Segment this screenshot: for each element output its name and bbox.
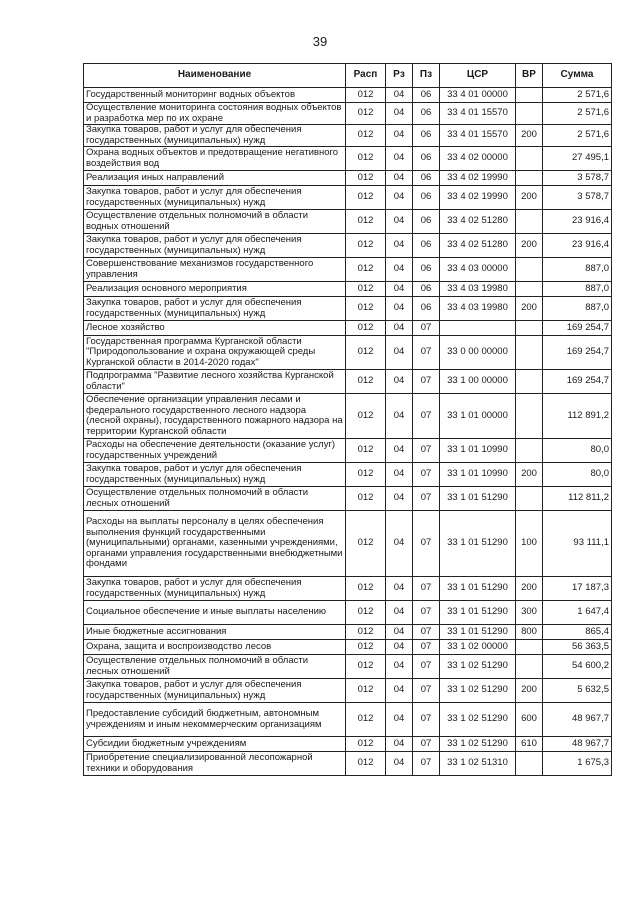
- cell-rz: 04: [386, 703, 413, 737]
- cell-rz: 04: [386, 297, 413, 321]
- cell-name: Закупка товаров, работ и услуг для обеспечения государственных (муниципальных) нужд: [84, 679, 346, 703]
- cell-sum: 112 891,2: [543, 394, 612, 439]
- cell-name: Совершенствование механизмов государственного управления: [84, 258, 346, 282]
- cell-vr: 300: [516, 601, 543, 625]
- cell-sum: 5 632,5: [543, 679, 612, 703]
- cell-vr: [516, 655, 543, 679]
- cell-sum: 80,0: [543, 463, 612, 487]
- cell-csr: 33 4 01 00000: [440, 88, 516, 103]
- cell-pz: 06: [413, 210, 440, 234]
- cell-csr: 33 1 01 51290: [440, 577, 516, 601]
- cell-rz: 04: [386, 640, 413, 655]
- table-row: [84, 321, 612, 336]
- cell-vr: [516, 640, 543, 655]
- table-row: [84, 703, 612, 737]
- cell-rasp: 012: [346, 703, 386, 737]
- cell-rz: 04: [386, 258, 413, 282]
- cell-pz: 07: [413, 737, 440, 752]
- table-row: [84, 88, 612, 103]
- cell-rasp: 012: [346, 234, 386, 258]
- cell-vr: [516, 282, 543, 297]
- cell-csr: 33 1 02 51310: [440, 752, 516, 776]
- cell-rasp: 012: [346, 336, 386, 370]
- cell-sum: 93 111,1: [543, 511, 612, 577]
- cell-name: Осуществление мониторинга состояния водных объектов и разработка мер по их охране: [84, 103, 346, 125]
- cell-name: Предоставление субсидий бюджетным, автономным учреждениям и иным некоммерческим организациям: [84, 703, 346, 737]
- header-rz: Рз: [386, 64, 413, 88]
- cell-rasp: 012: [346, 640, 386, 655]
- cell-sum: 887,0: [543, 297, 612, 321]
- cell-name: Расходы на выплаты персоналу в целях обеспечения выполнения функций государственными (муниципальными) органами, казенными учреждениями, органами управления государственными внебюджетными фондами: [84, 511, 346, 577]
- cell-name: Социальное обеспечение и иные выплаты населению: [84, 601, 346, 625]
- cell-rasp: 012: [346, 321, 386, 336]
- cell-csr: 33 1 01 10990: [440, 439, 516, 463]
- cell-rz: 04: [386, 463, 413, 487]
- cell-vr: 600: [516, 703, 543, 737]
- cell-rasp: 012: [346, 88, 386, 103]
- cell-rasp: 012: [346, 394, 386, 439]
- table-row: [84, 336, 612, 370]
- cell-sum: 169 254,7: [543, 336, 612, 370]
- cell-rasp: 012: [346, 439, 386, 463]
- cell-rz: 04: [386, 625, 413, 640]
- cell-vr: [516, 321, 543, 336]
- table-row: [84, 511, 612, 577]
- cell-vr: [516, 487, 543, 511]
- cell-sum: 54 600,2: [543, 655, 612, 679]
- cell-pz: 06: [413, 88, 440, 103]
- header-sum: Сумма: [543, 64, 612, 88]
- cell-pz: 07: [413, 511, 440, 577]
- cell-vr: [516, 336, 543, 370]
- table-body: [84, 88, 612, 776]
- cell-sum: 56 363,5: [543, 640, 612, 655]
- cell-rasp: 012: [346, 282, 386, 297]
- cell-rz: 04: [386, 210, 413, 234]
- cell-rasp: 012: [346, 171, 386, 186]
- cell-vr: 800: [516, 625, 543, 640]
- cell-csr: 33 1 02 51290: [440, 679, 516, 703]
- cell-pz: 07: [413, 487, 440, 511]
- cell-name: Обеспечение организации управления лесами и федерального государственного лесного надзора (лесной охраны), государственного пожарного надзора на территории Курганской области: [84, 394, 346, 439]
- cell-pz: 06: [413, 171, 440, 186]
- cell-vr: [516, 103, 543, 125]
- cell-rasp: 012: [346, 147, 386, 171]
- cell-name: Подпрограмма "Развитие лесного хозяйства Курганской области": [84, 370, 346, 394]
- cell-name: Расходы на обеспечение деятельности (оказание услуг) государственных учреждений: [84, 439, 346, 463]
- cell-vr: [516, 147, 543, 171]
- cell-csr: 33 1 02 51290: [440, 737, 516, 752]
- cell-sum: 23 916,4: [543, 210, 612, 234]
- cell-rasp: 012: [346, 679, 386, 703]
- cell-sum: 865,4: [543, 625, 612, 640]
- table-row: [84, 463, 612, 487]
- cell-sum: 169 254,7: [543, 370, 612, 394]
- cell-sum: 887,0: [543, 282, 612, 297]
- cell-csr: 33 1 02 51290: [440, 655, 516, 679]
- cell-rz: 04: [386, 125, 413, 147]
- cell-rasp: 012: [346, 370, 386, 394]
- cell-csr: 33 1 00 00000: [440, 370, 516, 394]
- cell-pz: 07: [413, 336, 440, 370]
- cell-sum: 23 916,4: [543, 234, 612, 258]
- cell-csr: 33 4 03 19980: [440, 297, 516, 321]
- cell-vr: 200: [516, 125, 543, 147]
- table-row: [84, 234, 612, 258]
- cell-name: Закупка товаров, работ и услуг для обеспечения государственных (муниципальных) нужд: [84, 297, 346, 321]
- cell-name: Государственный мониторинг водных объектов: [84, 88, 346, 103]
- cell-pz: 07: [413, 640, 440, 655]
- cell-rz: 04: [386, 577, 413, 601]
- table-row: [84, 601, 612, 625]
- cell-rz: 04: [386, 487, 413, 511]
- cell-pz: 06: [413, 234, 440, 258]
- cell-sum: 1 675,3: [543, 752, 612, 776]
- cell-pz: 06: [413, 282, 440, 297]
- table-row: [84, 125, 612, 147]
- cell-name: Закупка товаров, работ и услуг для обеспечения государственных (муниципальных) нужд: [84, 125, 346, 147]
- cell-rz: 04: [386, 88, 413, 103]
- cell-vr: 200: [516, 297, 543, 321]
- cell-rasp: 012: [346, 511, 386, 577]
- cell-pz: 07: [413, 655, 440, 679]
- table-row: [84, 297, 612, 321]
- cell-rz: 04: [386, 103, 413, 125]
- cell-rz: 04: [386, 321, 413, 336]
- cell-csr: 33 4 02 00000: [440, 147, 516, 171]
- cell-csr: 33 1 01 51290: [440, 601, 516, 625]
- cell-vr: 200: [516, 577, 543, 601]
- cell-csr: 33 4 03 00000: [440, 258, 516, 282]
- cell-name: Закупка товаров, работ и услуг для обеспечения государственных (муниципальных) нужд: [84, 186, 346, 210]
- cell-name: Закупка товаров, работ и услуг для обеспечения государственных (муниципальных) нужд: [84, 577, 346, 601]
- cell-rasp: 012: [346, 125, 386, 147]
- cell-sum: 887,0: [543, 258, 612, 282]
- cell-name: Реализация основного мероприятия: [84, 282, 346, 297]
- cell-csr: 33 4 01 15570: [440, 125, 516, 147]
- table-row: [84, 171, 612, 186]
- cell-rasp: 012: [346, 258, 386, 282]
- cell-rz: 04: [386, 171, 413, 186]
- cell-name: Охрана водных объектов и предотвращение негативного воздействия вод: [84, 147, 346, 171]
- cell-rasp: 012: [346, 210, 386, 234]
- cell-rasp: 012: [346, 186, 386, 210]
- cell-vr: [516, 752, 543, 776]
- budget-table: [83, 63, 612, 776]
- table-row: [84, 752, 612, 776]
- cell-sum: 2 571,6: [543, 125, 612, 147]
- cell-csr: 33 1 01 51290: [440, 487, 516, 511]
- header-pz: Пз: [413, 64, 440, 88]
- cell-rz: 04: [386, 234, 413, 258]
- cell-pz: 06: [413, 125, 440, 147]
- table-row: [84, 282, 612, 297]
- cell-rz: 04: [386, 752, 413, 776]
- cell-rz: 04: [386, 737, 413, 752]
- cell-csr: 33 4 02 19990: [440, 171, 516, 186]
- cell-vr: [516, 394, 543, 439]
- cell-csr: 33 4 03 19980: [440, 282, 516, 297]
- cell-pz: 07: [413, 463, 440, 487]
- cell-pz: 07: [413, 321, 440, 336]
- table-row: [84, 439, 612, 463]
- cell-sum: 2 571,6: [543, 103, 612, 125]
- cell-name: Осуществление отдельных полномочий в области водных отношений: [84, 210, 346, 234]
- cell-name: Субсидии бюджетным учреждениям: [84, 737, 346, 752]
- cell-vr: [516, 258, 543, 282]
- cell-rasp: 012: [346, 752, 386, 776]
- cell-rz: 04: [386, 370, 413, 394]
- cell-pz: 07: [413, 679, 440, 703]
- cell-pz: 07: [413, 752, 440, 776]
- cell-vr: 200: [516, 186, 543, 210]
- header-csr: ЦСР: [440, 64, 516, 88]
- cell-csr: 33 4 02 51280: [440, 234, 516, 258]
- table-row: [84, 625, 612, 640]
- cell-csr: 33 1 01 51290: [440, 625, 516, 640]
- cell-pz: 07: [413, 703, 440, 737]
- cell-rasp: 012: [346, 297, 386, 321]
- cell-vr: [516, 210, 543, 234]
- cell-name: Государственная программа Курганской области "Природопользование и охрана окружающей среды Курганской области в 2014-2020 годах": [84, 336, 346, 370]
- cell-pz: 07: [413, 394, 440, 439]
- cell-name: Иные бюджетные ассигнования: [84, 625, 346, 640]
- cell-rasp: 012: [346, 487, 386, 511]
- cell-name: Осуществление отдельных полномочий в области лесных отношений: [84, 487, 346, 511]
- cell-rz: 04: [386, 601, 413, 625]
- cell-name: Закупка товаров, работ и услуг для обеспечения государственных (муниципальных) нужд: [84, 234, 346, 258]
- cell-csr: 33 1 01 00000: [440, 394, 516, 439]
- cell-rz: 04: [386, 439, 413, 463]
- table-row: [84, 370, 612, 394]
- cell-sum: 2 571,6: [543, 88, 612, 103]
- cell-rz: 04: [386, 394, 413, 439]
- table-row: [84, 487, 612, 511]
- cell-rasp: 012: [346, 601, 386, 625]
- cell-rasp: 012: [346, 103, 386, 125]
- cell-rz: 04: [386, 679, 413, 703]
- cell-rz: 04: [386, 655, 413, 679]
- cell-csr: 33 1 01 10990: [440, 463, 516, 487]
- cell-pz: 07: [413, 577, 440, 601]
- cell-vr: [516, 439, 543, 463]
- cell-sum: 169 254,7: [543, 321, 612, 336]
- cell-csr: 33 4 02 19990: [440, 186, 516, 210]
- cell-pz: 07: [413, 439, 440, 463]
- cell-pz: 06: [413, 103, 440, 125]
- cell-sum: 3 578,7: [543, 186, 612, 210]
- cell-pz: 07: [413, 601, 440, 625]
- cell-rasp: 012: [346, 577, 386, 601]
- cell-pz: 07: [413, 625, 440, 640]
- cell-rasp: 012: [346, 737, 386, 752]
- cell-sum: 48 967,7: [543, 703, 612, 737]
- table-row: [84, 737, 612, 752]
- page-number: 39: [312, 34, 328, 49]
- table-row: [84, 210, 612, 234]
- header-vr: ВР: [516, 64, 543, 88]
- cell-csr: 33 1 02 51290: [440, 703, 516, 737]
- cell-csr: 33 0 00 00000: [440, 336, 516, 370]
- cell-vr: [516, 171, 543, 186]
- table-row: [84, 103, 612, 125]
- cell-csr: 33 1 02 00000: [440, 640, 516, 655]
- cell-name: Осуществление отдельных полномочий в области лесных отношений: [84, 655, 346, 679]
- cell-vr: 610: [516, 737, 543, 752]
- cell-sum: 17 187,3: [543, 577, 612, 601]
- cell-name: Лесное хозяйство: [84, 321, 346, 336]
- cell-rasp: 012: [346, 463, 386, 487]
- cell-pz: 06: [413, 258, 440, 282]
- cell-vr: 200: [516, 234, 543, 258]
- cell-vr: 200: [516, 679, 543, 703]
- cell-rz: 04: [386, 336, 413, 370]
- header-rasp: Расп: [346, 64, 386, 88]
- cell-csr: 33 4 02 51280: [440, 210, 516, 234]
- cell-pz: 07: [413, 370, 440, 394]
- cell-vr: 100: [516, 511, 543, 577]
- cell-sum: 3 578,7: [543, 171, 612, 186]
- table-row: [84, 655, 612, 679]
- cell-vr: [516, 370, 543, 394]
- cell-name: Приобретение специализированной лесопожарной техники и оборудования: [84, 752, 346, 776]
- cell-sum: 80,0: [543, 439, 612, 463]
- cell-rasp: 012: [346, 625, 386, 640]
- cell-vr: [516, 88, 543, 103]
- cell-name: Реализация иных направлений: [84, 171, 346, 186]
- cell-rasp: 012: [346, 655, 386, 679]
- cell-sum: 1 647,4: [543, 601, 612, 625]
- cell-name: Закупка товаров, работ и услуг для обеспечения государственных (муниципальных) нужд: [84, 463, 346, 487]
- cell-rz: 04: [386, 186, 413, 210]
- cell-csr: 33 4 01 15570: [440, 103, 516, 125]
- cell-sum: 27 495,1: [543, 147, 612, 171]
- cell-vr: 200: [516, 463, 543, 487]
- cell-pz: 06: [413, 147, 440, 171]
- cell-pz: 06: [413, 297, 440, 321]
- cell-rz: 04: [386, 282, 413, 297]
- table-row: [84, 186, 612, 210]
- cell-name: Охрана, защита и воспроизводство лесов: [84, 640, 346, 655]
- cell-csr: [440, 321, 516, 336]
- table-row: [84, 258, 612, 282]
- cell-sum: 48 967,7: [543, 737, 612, 752]
- table-row: [84, 394, 612, 439]
- table-row: [84, 679, 612, 703]
- table-row: [84, 577, 612, 601]
- cell-rz: 04: [386, 511, 413, 577]
- table-header-row: [84, 64, 612, 88]
- cell-csr: 33 1 01 51290: [440, 511, 516, 577]
- table-row: [84, 147, 612, 171]
- table-row: [84, 640, 612, 655]
- header-name: Наименование: [84, 64, 346, 88]
- cell-pz: 06: [413, 186, 440, 210]
- cell-sum: 112 811,2: [543, 487, 612, 511]
- cell-rz: 04: [386, 147, 413, 171]
